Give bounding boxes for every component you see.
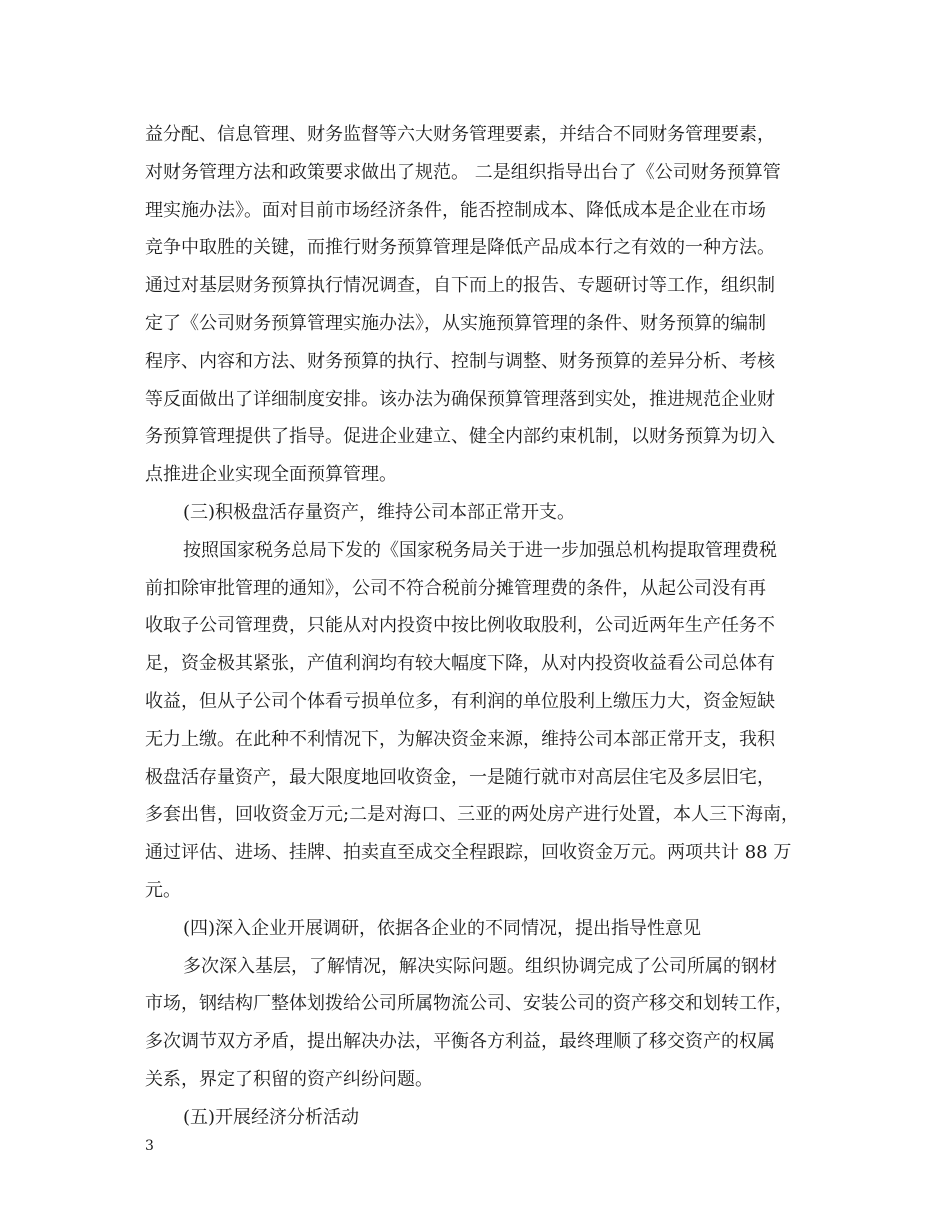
text-line: 对财务管理方法和政策要求做出了规范。 二是组织指导出台了《公司财务预算管 — [145, 161, 781, 183]
text-line: 收取子公司管理费，只能从对内投资中按比例收取股利，公司近两年生产任务不 — [145, 615, 775, 637]
text-line: 足，资金极其紧张，产值利润均有较大幅度下降，从对内投资收益看公司总体有 — [145, 653, 775, 675]
text-line: 定了《公司财务预算管理实施办法》，从实施预算管理的条件、财务预算的编制 — [145, 312, 766, 334]
text-line: (三)积极盘活存量资产，维持公司本部正常开支。 — [183, 501, 576, 523]
text-line: 通过对基层财务预算执行情况调查，自下而上的报告、专题研讨等工作，组织制 — [145, 275, 775, 297]
document-body — [145, 116, 805, 1137]
text-line: (五)开展经济分析活动 — [183, 1106, 360, 1128]
text-line: 市场，钢结构厂整体划拨给公司所属物流公司、安装公司的资产移交和划转工作， — [145, 993, 793, 1015]
text-line: 程序、内容和方法、财务预算的执行、控制与调整、财务预算的差异分析、考核 — [145, 350, 775, 372]
text-line: 无力上缴。在此种不利情况下，为解决资金来源，维持公司本部正常开支，我积 — [145, 728, 775, 750]
text-line: 多套出售，回收资金万元;二是对海口、三亚的两处房产进行处置，本人三下海南， — [145, 804, 800, 826]
text-line: 点推进企业实现全面预算管理。 — [145, 464, 397, 486]
text-line: 务预算管理提供了指导。促进企业建立、健全内部约束机制，以财务预算为切入 — [145, 426, 775, 448]
page-number: 3 — [145, 1138, 154, 1154]
text-line: 关系，界定了积留的资产纠纷问题。 — [145, 1068, 433, 1090]
text-line: 通过评估、进场、挂牌、拍卖直至成交全程跟踪，回收资金万元。两项共计 88 万 — [145, 842, 792, 864]
text-line: (四)深入企业开展调研，依据各企业的不同情况，提出指导性意见 — [183, 917, 702, 939]
text-line: 元。 — [145, 879, 181, 901]
text-line: 多次深入基层，了解情况，解决实际问题。组织协调完成了公司所属的钢材 — [183, 955, 777, 977]
text-line: 极盘活存量资产，最大限度地回收资金，一是随行就市对高层住宅及多层旧宅， — [145, 766, 775, 788]
text-line: 前扣除审批管理的通知》，公司不符合税前分摊管理费的条件，从起公司没有再 — [145, 577, 766, 599]
text-line: 理实施办法》。面对目前市场经济条件，能否控制成本、降低成本是企业在市场 — [145, 199, 766, 221]
text-line: 等反面做出了详细制度安排。该办法为确保预算管理落到实处，推进规范企业财 — [145, 388, 775, 410]
text-line: 按照国家税务总局下发的《国家税务局关于进一步加强总机构提取管理费税 — [183, 539, 777, 561]
text-line: 竞争中取胜的关键，而推行财务预算管理是降低产品成本行之有效的一种方法。 — [145, 237, 775, 259]
text-line: 益分配、信息管理、财务监督等六大财务管理要素，并结合不同财务管理要素， — [145, 124, 775, 145]
text-line: 收益，但从子公司个体看亏损单位多，有利润的单位股利上缴压力大，资金短缺 — [145, 690, 775, 712]
text-line: 多次调节双方矛盾，提出解决办法，平衡各方利益，最终理顺了移交资产的权属 — [145, 1031, 775, 1053]
